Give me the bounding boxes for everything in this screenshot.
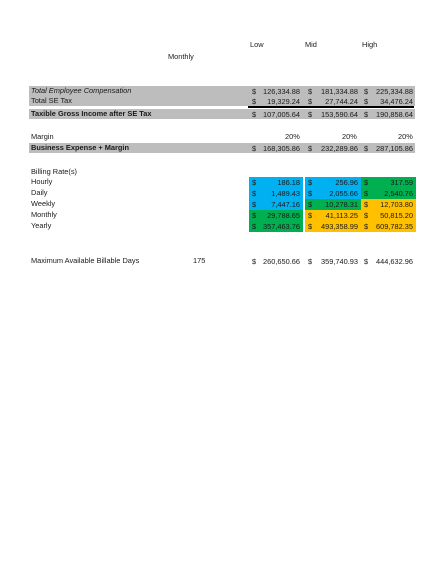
amount: 225,334.88 <box>376 86 413 96</box>
amount: 126,334.88 <box>263 86 300 96</box>
billing-hourly-value-1 <box>305 177 361 188</box>
currency-symbol: $ <box>308 199 313 209</box>
billing-daily-value-2 <box>361 188 416 199</box>
taxable-gross-income-value-2 <box>361 109 416 120</box>
total-se-tax-value-2 <box>361 96 416 107</box>
margin-low: 20% <box>285 132 300 141</box>
margin-label: Margin <box>31 132 54 141</box>
billing-hourly-value-2 <box>361 177 416 188</box>
currency-symbol: $ <box>252 96 257 106</box>
currency-symbol: $ <box>364 177 369 187</box>
currency-symbol: $ <box>308 109 313 119</box>
billing-yearly-label: Yearly <box>31 221 52 230</box>
currency-symbol: $ <box>364 188 369 198</box>
amount: 10,278.31 <box>325 199 358 209</box>
business-expense-value-0 <box>249 143 303 154</box>
currency-symbol: $ <box>364 256 369 266</box>
amount: 29,788.65 <box>267 210 300 220</box>
subtotal-rule <box>248 106 414 108</box>
currency-symbol: $ <box>252 143 257 153</box>
taxable-gross-income-value-0 <box>249 109 303 120</box>
column-header-high: High <box>362 40 378 49</box>
currency-symbol: $ <box>252 86 257 96</box>
max-days-value: 175 <box>193 256 206 265</box>
amount: 50,815.20 <box>380 210 413 220</box>
currency-symbol: $ <box>308 256 313 266</box>
currency-symbol: $ <box>364 86 369 96</box>
billing-weekly-value-2 <box>361 199 416 210</box>
business-expense-label: Business Expense + Margin <box>31 143 129 152</box>
taxable-gross-income-label: Taxible Gross Income after SE Tax <box>31 109 152 118</box>
billing-daily-label: Daily <box>31 188 48 197</box>
amount: 168,305.86 <box>263 143 300 153</box>
max-days-amount-2 <box>361 256 416 267</box>
billing-title: Billing Rate(s) <box>31 167 78 176</box>
billing-yearly-value-0 <box>249 221 303 232</box>
currency-symbol: $ <box>308 221 313 231</box>
business-expense-value-2 <box>361 143 416 154</box>
billing-weekly-value-0 <box>249 199 303 210</box>
billing-monthly-value-2 <box>361 210 416 221</box>
billing-hourly-label: Hourly <box>31 177 53 186</box>
max-days-label: Maximum Available Billable Days <box>31 256 140 265</box>
amount: 186.18 <box>277 177 300 187</box>
amount: 359,740.93 <box>321 256 358 266</box>
currency-symbol: $ <box>364 221 369 231</box>
currency-symbol: $ <box>252 210 257 220</box>
billing-daily-value-0 <box>249 188 303 199</box>
amount: 256.96 <box>335 177 358 187</box>
amount: 493,358.99 <box>321 221 358 231</box>
billing-monthly-value-0 <box>249 210 303 221</box>
currency-symbol: $ <box>252 256 257 266</box>
billing-weekly-label: Weekly <box>31 199 56 208</box>
currency-symbol: $ <box>308 210 313 220</box>
amount: 2,055.66 <box>329 188 358 198</box>
max-days-amount-1 <box>305 256 361 267</box>
amount: 12,703.80 <box>380 199 413 209</box>
amount: 41,113.25 <box>325 210 358 220</box>
max-days-amount-0 <box>249 256 303 267</box>
total-se-tax-value-1 <box>305 96 361 107</box>
billing-yearly-value-1 <box>305 221 361 232</box>
total-employee-compensation-label: Total Employee Compensation <box>31 86 132 95</box>
amount: 27,744.24 <box>325 96 358 106</box>
billing-yearly-value-2 <box>361 221 416 232</box>
taxable-gross-income-value-1 <box>305 109 361 120</box>
amount: 181,334.88 <box>321 86 358 96</box>
total-se-tax-value-0 <box>249 96 303 107</box>
currency-symbol: $ <box>308 188 313 198</box>
currency-symbol: $ <box>308 177 313 187</box>
currency-symbol: $ <box>308 143 313 153</box>
currency-symbol: $ <box>364 210 369 220</box>
billing-monthly-label: Monthly <box>31 210 57 219</box>
amount: 190,858.64 <box>376 109 413 119</box>
currency-symbol: $ <box>252 199 257 209</box>
amount: 260,650.66 <box>263 256 300 266</box>
amount: 232,289.86 <box>321 143 358 153</box>
currency-symbol: $ <box>252 177 257 187</box>
amount: 609,782.35 <box>376 221 413 231</box>
monthly-label: Monthly <box>168 52 194 61</box>
margin-high: 20% <box>398 132 413 141</box>
currency-symbol: $ <box>308 96 313 106</box>
currency-symbol: $ <box>364 96 369 106</box>
amount: 153,590.64 <box>321 109 358 119</box>
amount: 107,005.64 <box>263 109 300 119</box>
currency-symbol: $ <box>252 221 257 231</box>
currency-symbol: $ <box>252 188 257 198</box>
currency-symbol: $ <box>252 109 257 119</box>
amount: 1,489.43 <box>271 188 300 198</box>
currency-symbol: $ <box>364 143 369 153</box>
currency-symbol: $ <box>364 199 369 209</box>
billing-weekly-value-1 <box>305 199 361 210</box>
currency-symbol: $ <box>364 109 369 119</box>
amount: 444,632.96 <box>376 256 413 266</box>
amount: 357,463.76 <box>263 221 300 231</box>
business-expense-value-1 <box>305 143 361 154</box>
column-header-mid: Mid <box>305 40 317 49</box>
amount: 34,476.24 <box>380 96 413 106</box>
billing-hourly-value-0 <box>249 177 303 188</box>
amount: 287,105.86 <box>376 143 413 153</box>
amount: 317.59 <box>390 177 413 187</box>
total-se-tax-label: Total SE Tax <box>31 96 72 105</box>
margin-mid: 20% <box>342 132 357 141</box>
billing-monthly-value-1 <box>305 210 361 221</box>
amount: 2,540.76 <box>384 188 413 198</box>
amount: 7,447.16 <box>271 199 300 209</box>
column-header-low: Low <box>250 40 264 49</box>
amount: 19,329.24 <box>267 96 300 106</box>
billing-daily-value-1 <box>305 188 361 199</box>
currency-symbol: $ <box>308 86 313 96</box>
